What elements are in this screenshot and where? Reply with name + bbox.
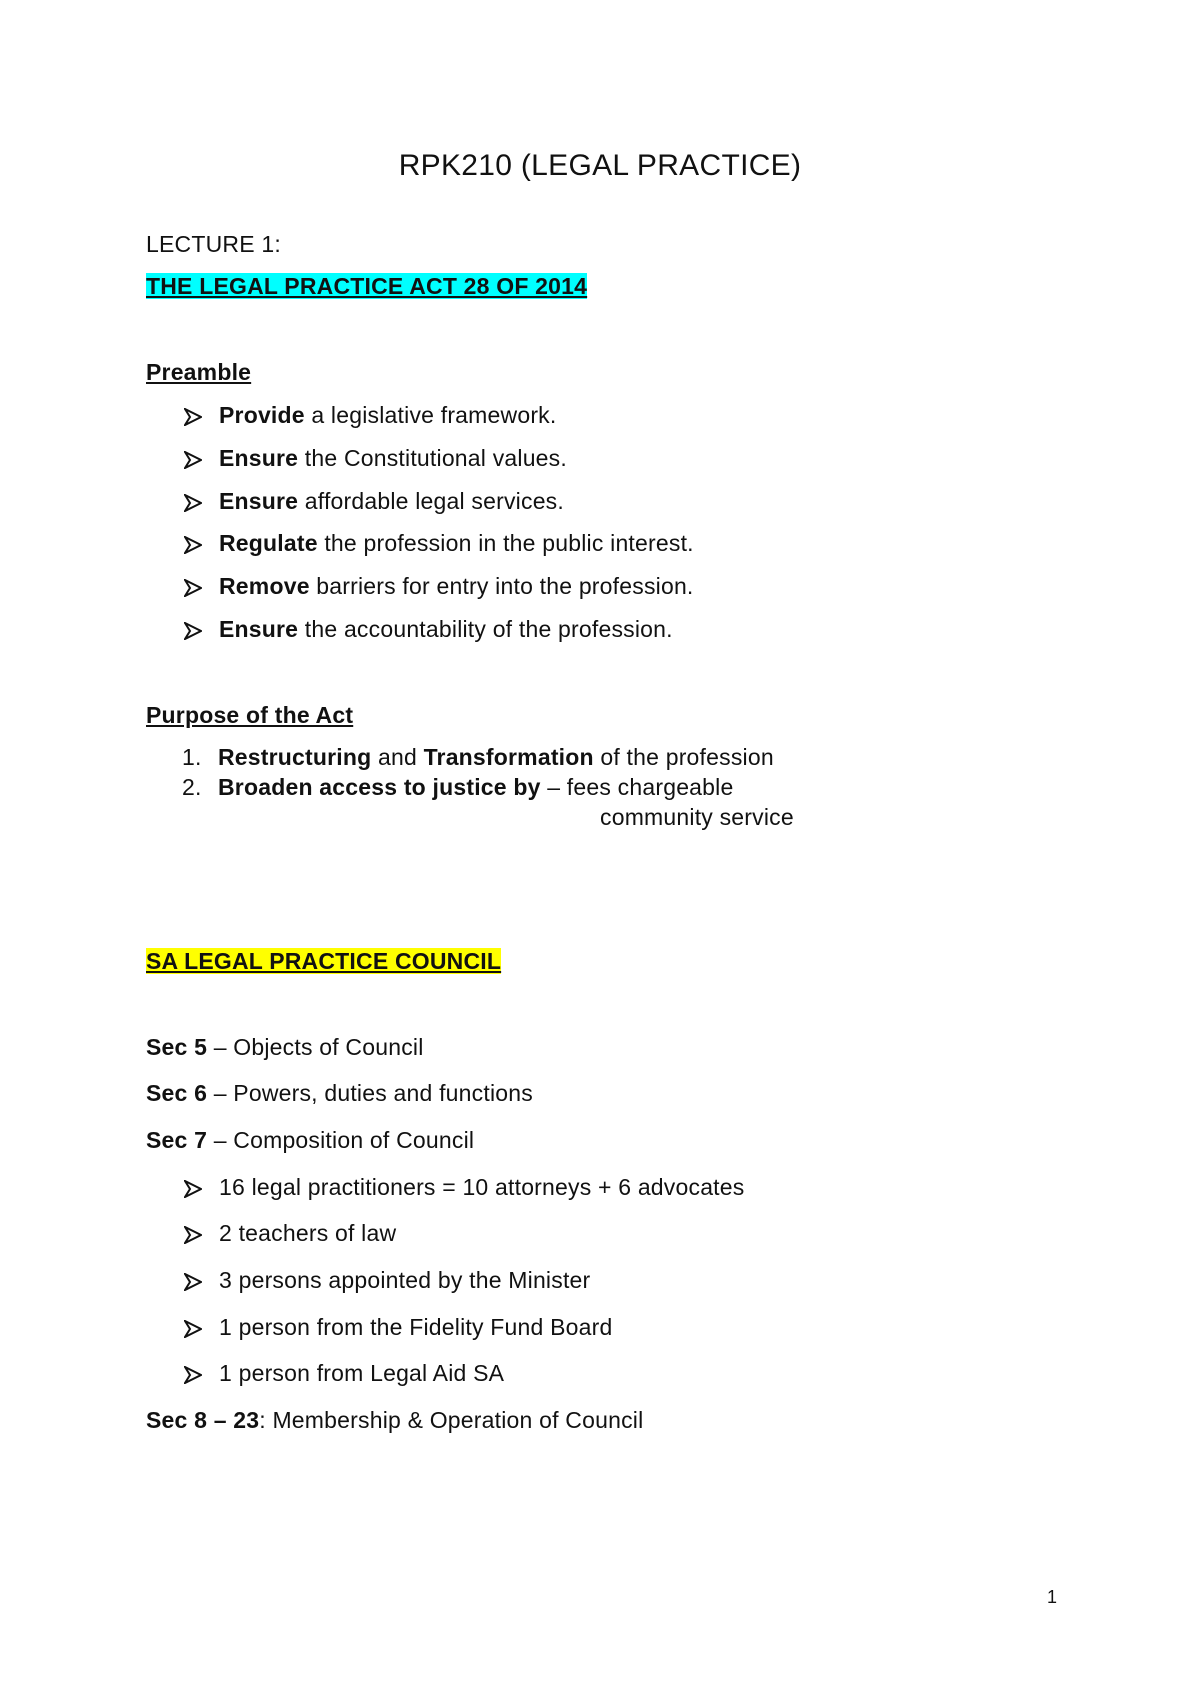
section-line <box>146 1079 533 1107</box>
list-item-text: a legislative framework. <box>304 402 557 428</box>
act-heading-row <box>146 272 587 300</box>
page-title: RPK210 (LEGAL PRACTICE) <box>398 149 802 182</box>
arrowhead-bullet-icon <box>184 1320 219 1338</box>
item-text: of the profession <box>593 744 774 770</box>
item-text: – fees chargeable <box>540 774 734 800</box>
list-item-verb: Ensure <box>219 445 299 471</box>
council-heading: SA LEGAL PRACTICE COUNCIL <box>146 948 502 974</box>
list-item <box>184 572 694 600</box>
arrowhead-bullet-icon <box>184 408 219 426</box>
council-heading-row <box>146 947 501 975</box>
arrowhead-bullet-icon <box>184 1226 219 1244</box>
list-item <box>184 1219 396 1247</box>
purpose-heading-row <box>146 701 353 729</box>
section-line <box>146 1406 643 1434</box>
list-item-verb: Ensure <box>219 488 299 514</box>
section-number: Sec 5 <box>146 1034 208 1060</box>
arrowhead-bullet-icon <box>184 622 219 640</box>
arrowhead-bullet-icon <box>184 451 219 469</box>
numbered-item <box>182 773 733 801</box>
section-text: – Powers, duties and functions <box>207 1080 533 1106</box>
list-item-verb: Ensure <box>219 616 299 642</box>
list-item <box>184 1359 504 1387</box>
numbered-item <box>182 743 774 771</box>
section-text: – Objects of Council <box>207 1034 424 1060</box>
list-item-text: the Constitutional values. <box>298 445 567 471</box>
act-heading: THE LEGAL PRACTICE ACT 28 OF 2014 <box>146 273 588 299</box>
arrowhead-bullet-icon <box>184 536 219 554</box>
list-item-verb: Remove <box>219 573 310 599</box>
section-number: Sec 6 <box>146 1080 208 1106</box>
list-item <box>184 1173 744 1201</box>
list-item <box>184 529 694 557</box>
list-item-text: the accountability of the profession. <box>298 616 673 642</box>
item-continuation: community service <box>600 804 794 830</box>
arrowhead-bullet-icon <box>184 1366 219 1384</box>
list-item <box>184 1266 590 1294</box>
item-number: 1. <box>182 744 202 770</box>
lecture-label: LECTURE 1: <box>146 231 281 257</box>
preamble-heading-row <box>146 358 251 386</box>
arrowhead-bullet-icon <box>184 1273 219 1291</box>
section-line <box>146 1126 474 1154</box>
section-number: Sec 7 <box>146 1127 208 1153</box>
arrowhead-bullet-icon <box>184 1180 219 1198</box>
list-item-text: the profession in the public interest. <box>317 530 694 556</box>
list-item-text: 3 persons appointed by the Minister <box>219 1267 591 1293</box>
section-text: – Composition of Council <box>207 1127 475 1153</box>
list-item-verb: Regulate <box>219 530 318 556</box>
list-item <box>184 487 564 515</box>
arrowhead-bullet-icon <box>184 494 219 512</box>
item-text: and <box>371 744 424 770</box>
item-bold-text: Transformation <box>423 744 594 770</box>
preamble-heading: Preamble <box>146 359 252 385</box>
list-item-text: 2 teachers of law <box>219 1220 397 1246</box>
item-bold-text: Broaden access to justice by <box>218 774 541 800</box>
section-number: Sec 8 – 23 <box>146 1407 260 1433</box>
list-item <box>184 1313 612 1341</box>
purpose-heading: Purpose of the Act <box>146 702 354 728</box>
section-line <box>146 1033 424 1061</box>
item-bold-text: Restructuring <box>218 744 372 770</box>
arrowhead-bullet-icon <box>184 579 219 597</box>
list-item <box>184 401 556 429</box>
list-item-text: barriers for entry into the profession. <box>309 573 694 599</box>
list-item-text: 16 legal practitioners = 10 attorneys + 6 advocates <box>219 1174 745 1200</box>
list-item-text: 1 person from Legal Aid SA <box>219 1360 505 1386</box>
section-text: : Membership & Operation of Council <box>259 1407 644 1433</box>
list-item <box>184 444 567 472</box>
item-number: 2. <box>182 774 202 800</box>
list-item-text: affordable legal services. <box>298 488 564 514</box>
list-item-verb: Provide <box>219 402 305 428</box>
list-item-text: 1 person from the Fidelity Fund Board <box>219 1314 613 1340</box>
page-number: 1 <box>1047 1587 1058 1607</box>
list-item <box>184 615 673 643</box>
